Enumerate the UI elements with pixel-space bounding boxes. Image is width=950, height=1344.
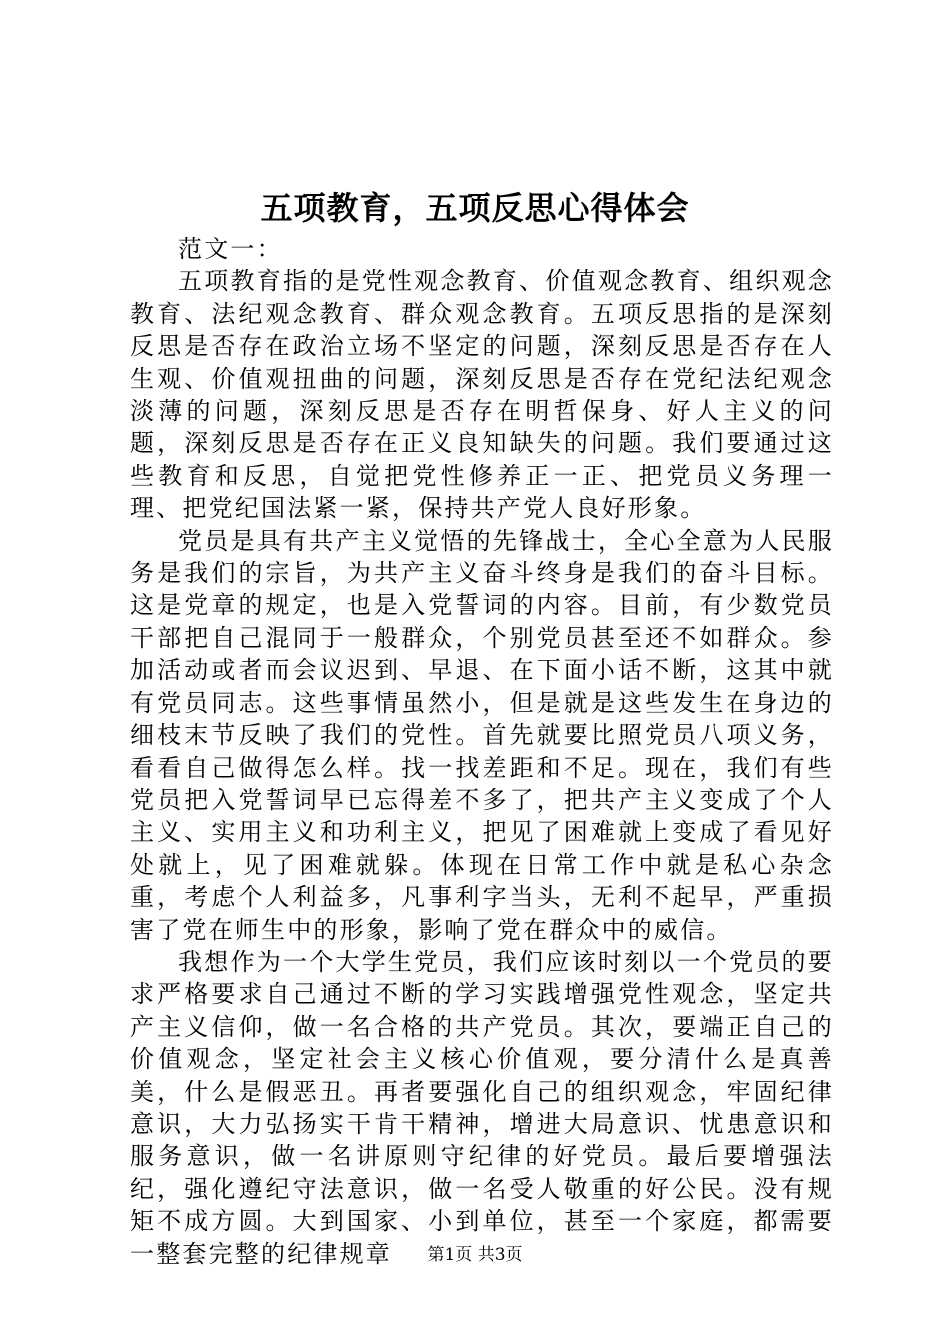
paragraph-intro-label: 范文一：: [178, 235, 283, 263]
paragraph: 五项教育指的是党性观念教育、价值观念教育、组织观念教育、法纪观念教育、群众观念教育。五项反思指的是深刻反思是否存在政治立场不坚定的问题，深刻反思是否存在人生观、价值观扭曲的问题，深刻反思是否存在党纪法纪观念淡薄的问题，深刻反思是否存在明哲保身、好人主义的问题，深刻反思是否存在正义良知缺失的问题。我们要通过这些教育和反思，自觉把党性修养正一正、把党员义务理一理、把党纪国法紧一紧，保持共产党人良好形象。: [130, 267, 834, 523]
document-body: [130, 233, 834, 1270]
document-title: 五项教育，五项反思心得体会: [260, 189, 690, 227]
paragraph: 我想作为一个大学生党员，我们应该时刻以一个党员的要求严格要求自己通过不断的学习实践增强党性观念，坚定共产主义信仰，做一名合格的共产党员。其次，要端正自己的价值观念，坚定社会主义核心价值观，要分清什么是真善美，什么是假恶丑。再者要强化自己的组织观念，牢固纪律意识，大力弘扬实干肯干精神，增进大局意识、忧患意识和服务意识，做一名讲原则守纪律的好党员。最后要增强法纪，强化遵纪守法意识，做一名受人敬重的好公民。没有规矩不成方圆。大到国家、小到单位，甚至一个家庭，都需要一整套完整的纪律规章: [130, 947, 834, 1268]
paragraph: 党员是具有共产主义觉悟的先锋战士，全心全意为人民服务是我们的宗旨，为共产主义奋斗终身是我们的奋斗目标。这是党章的规定，也是入党誓词的内容。目前，有少数党员干部把自己混同于一般群众，个别党员甚至还不如群众。参加活动或者而会议迟到、早退、在下面小话不断，这其中就有党员同志。这些事情虽然小，但是就是这些发生在身边的细枝末节反映了我们的党性。首先就要比照党员八项义务，看看自己做得怎么样。找一找差距和不足。现在，我们有些党员把入党誓词早已忘得差不多了，把共产主义变成了个人主义、实用主义和功利主义，把见了困难就上变成了看见好处就上，见了困难就躲。体现在日常工作中就是私心杂念重，考虑个人利益多，凡事利字当头，无利不起早，严重损害了党在师生中的形象，影响了党在群众中的威信。: [130, 526, 834, 944]
page-footer: 第1页 共3页: [427, 1245, 523, 1265]
